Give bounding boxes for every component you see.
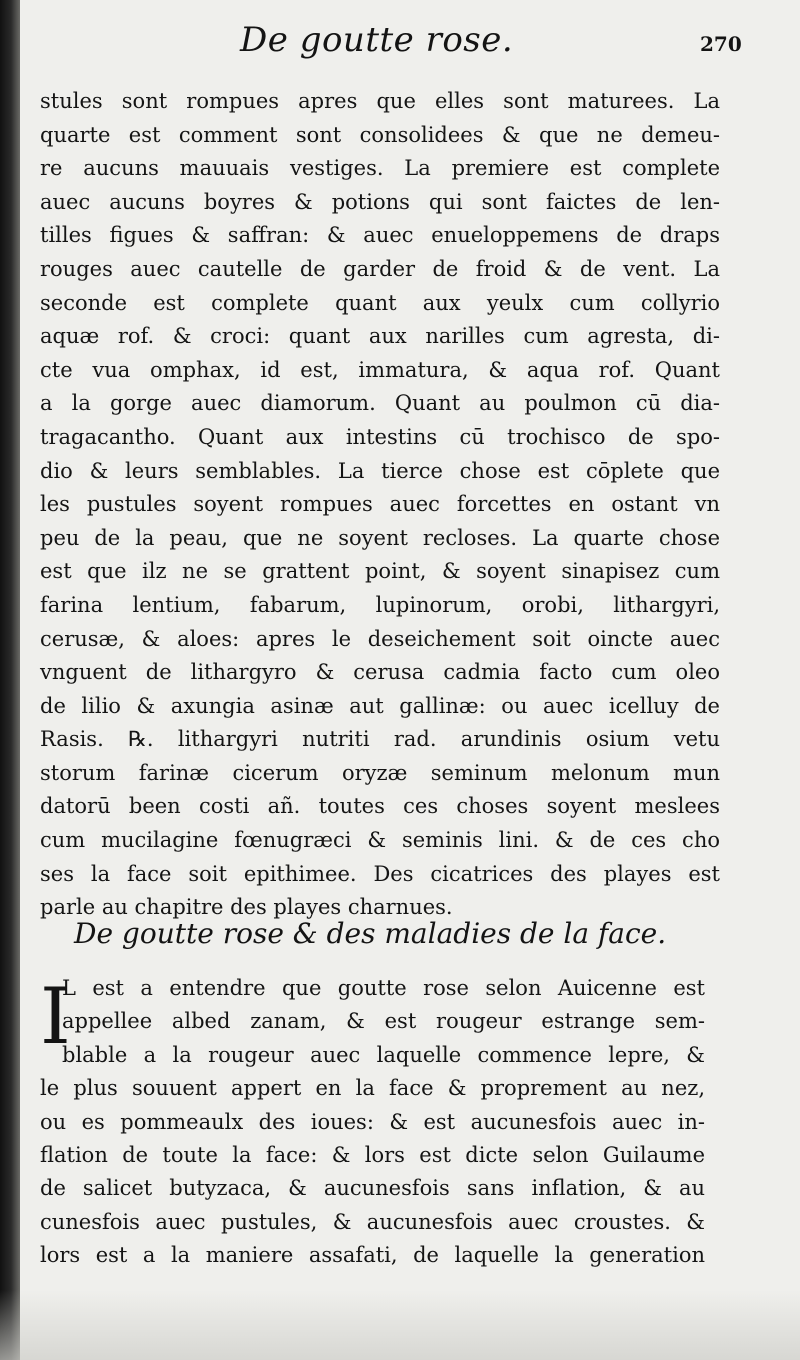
text-line: de salicet butyzaca, & aucunesfois sans inflation, & au	[40, 1176, 705, 1201]
text-line: peu de la peau, que ne soyent recloses. La quarte chose	[40, 525, 720, 550]
text-line: de lilio & axungia asinæ aut gallinæ: ou auec icelluy de	[40, 693, 720, 718]
text-line: datorū been costi añ. toutes ces choses soyent meslees	[40, 794, 720, 819]
text-line: auec aucuns boyres & potions qui sont faictes de len-	[40, 189, 720, 214]
section-body	[40, 972, 705, 1273]
text-line: est que ilz ne se grattent point, & soyent sinapisez cum	[40, 559, 720, 584]
text-line: cte vua omphax, id est, immatura, & aqua rof. Quant	[40, 357, 720, 382]
text-line: le plus souuent appert en la face & proprement au nez,	[40, 1076, 705, 1101]
text-line: Rasis. ℞. lithargyri nutriti rad. arundinis osium vetu	[40, 727, 720, 752]
text-line: appellee albed zanam, & est rougeur estrange sem-	[62, 1009, 705, 1034]
text-line: rouges auec cautelle de garder de froid & de vent. La	[40, 256, 720, 281]
text-line: storum farinæ cicerum oryzæ seminum melonum mun	[40, 760, 720, 785]
text-line: ses la face soit epithimee. Des cicatrices des playes est	[40, 861, 720, 886]
running-title: De goutte rose.	[240, 20, 514, 60]
text-line: cunesfois auec pustules, & aucunesfois auec croustes. &	[40, 1209, 705, 1234]
text-line: L est a entendre que goutte rose selon Auicenne est	[62, 976, 705, 1000]
body-text	[40, 85, 720, 925]
text-line: tragacantho. Quant aux intestins cū trochisco de spo-	[40, 424, 720, 449]
page-bottom-shadow	[0, 1290, 800, 1360]
text-line: ou es pommeaulx des ioues: & est aucunesfois auec in-	[40, 1109, 705, 1134]
text-line: les pustules soyent rompues auec forcettes en ostant vn	[40, 492, 720, 517]
text-line: farina lentium, fabarum, lupinorum, orobi, lithargyri,	[40, 592, 720, 617]
text-line: cerusæ, & aloes: apres le deseichement soit oincte auec	[40, 626, 720, 651]
text-line: a la gorge auec diamorum. Quant au poulmon cū dia-	[40, 391, 720, 416]
text-line: cum mucilagine fœnugræci & seminis lini. & de ces cho	[40, 828, 720, 853]
text-line: seconde est complete quant aux yeulx cum collyrio	[40, 290, 720, 315]
text-line: stules sont rompues apres que elles sont maturees. La	[40, 89, 720, 113]
section-heading: De goutte rose & des maladies de la face.	[74, 917, 667, 950]
text-line: flation de toute la face: & lors est dicte selon Guilaume	[40, 1142, 705, 1167]
page-number: 270	[700, 32, 742, 56]
text-line: aquæ rof. & croci: quant aux narilles cum agresta, di-	[40, 324, 720, 349]
text-line: lors est a la maniere assafati, de laquelle la generation	[40, 1243, 705, 1268]
text-line: quarte est comment sont consolidees & que ne demeu-	[40, 122, 720, 147]
drop-cap: I	[40, 972, 71, 1062]
text-line: dio & leurs semblables. La tierce chose est cōplete que	[40, 458, 720, 483]
text-line: re aucuns mauuais vestiges. La premiere est complete	[40, 156, 720, 181]
text-line: tilles figues & saffran: & auec enueloppemens de draps	[40, 223, 720, 248]
text-line: blable a la rougeur auec laquelle commence lepre, &	[62, 1042, 705, 1067]
text-line: parle au chapitre des playes charnues.	[40, 895, 453, 920]
text-line: vnguent de lithargyro & cerusa cadmia facto cum oleo	[40, 660, 720, 685]
page-binding-edge	[0, 0, 20, 1360]
